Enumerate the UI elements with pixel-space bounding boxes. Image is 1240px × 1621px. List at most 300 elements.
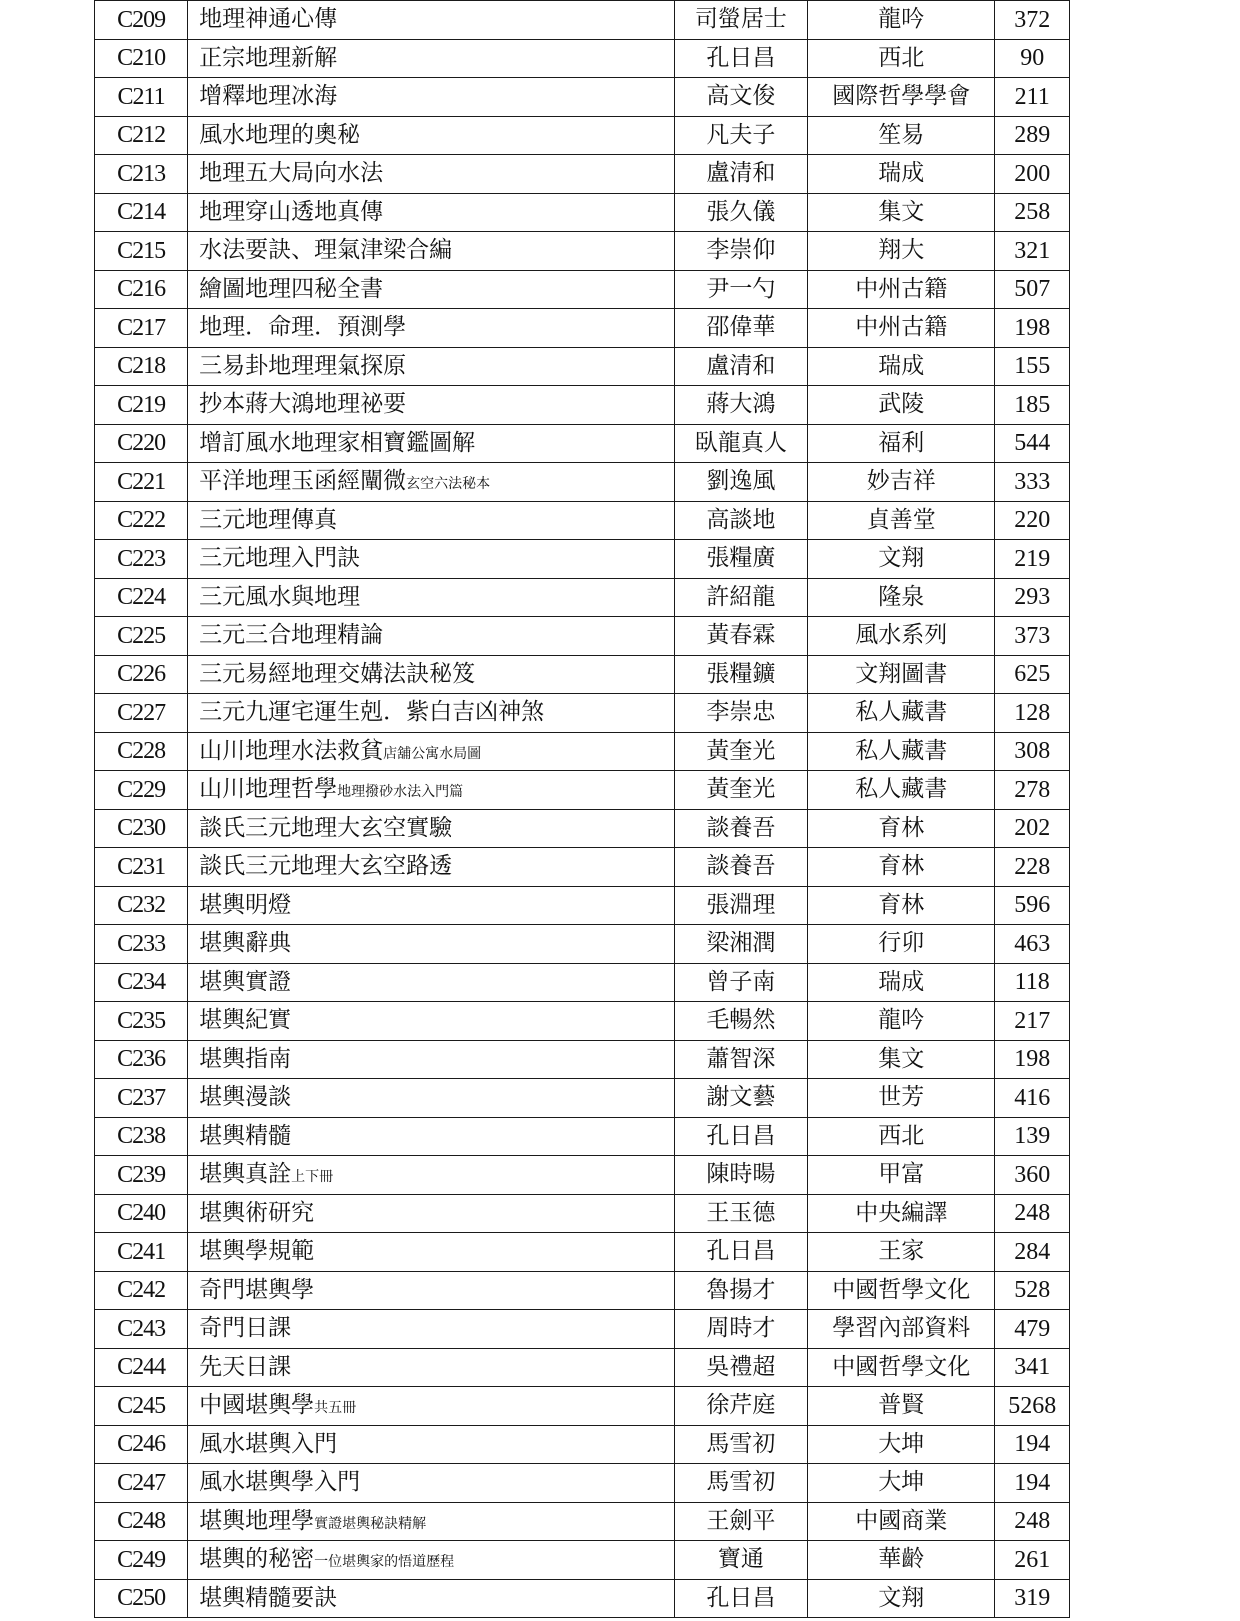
author-cell: 高談地 xyxy=(674,501,808,540)
publisher-cell: 中州古籍 xyxy=(808,270,995,309)
page-count-cell: 284 xyxy=(995,1233,1070,1272)
table-row xyxy=(95,1541,1070,1580)
book-title: 堪輿漫談 xyxy=(199,1084,292,1111)
table-row xyxy=(95,309,1070,348)
page-count-cell: 319 xyxy=(995,1579,1070,1618)
table-row xyxy=(95,1156,1070,1195)
book-title-cell xyxy=(188,886,674,925)
book-title-cell xyxy=(188,116,674,155)
book-title: 堪輿學規範 xyxy=(199,1238,315,1265)
book-title-cell xyxy=(188,1,674,40)
author-cell: 許紹龍 xyxy=(674,578,808,617)
book-title: 堪輿精髓 xyxy=(199,1122,292,1149)
book-title: 堪輿辭典 xyxy=(199,930,292,957)
table-row xyxy=(95,1425,1070,1464)
book-title: 增訂風水地理家相寶鑑圖解 xyxy=(199,429,476,456)
page-count-cell: 341 xyxy=(995,1348,1070,1387)
table-row xyxy=(95,270,1070,309)
author-cell: 黃奎光 xyxy=(674,732,808,771)
book-code-cell: C212 xyxy=(95,116,188,155)
author-cell: 寶通 xyxy=(674,1541,808,1580)
table-row xyxy=(95,1040,1070,1079)
author-cell: 孔日昌 xyxy=(674,1579,808,1618)
book-title-cell xyxy=(188,1002,674,1041)
publisher-cell: 育林 xyxy=(808,809,995,848)
book-title: 奇門堪輿學 xyxy=(199,1276,315,1303)
page-count-cell: 5268 xyxy=(995,1387,1070,1426)
page-count-cell: 211 xyxy=(995,78,1070,117)
book-code-cell: C213 xyxy=(95,155,188,194)
author-cell: 孔日昌 xyxy=(674,1117,808,1156)
table-row xyxy=(95,1002,1070,1041)
book-catalog-table xyxy=(94,0,1070,1618)
book-title: 堪輿精髓要訣 xyxy=(199,1584,338,1611)
book-title: 中國堪輿學 xyxy=(199,1392,315,1419)
author-cell: 尹一勺 xyxy=(674,270,808,309)
page-count-cell: 463 xyxy=(995,925,1070,964)
book-title: 先天日課 xyxy=(199,1353,292,1380)
book-code-cell: C235 xyxy=(95,1002,188,1041)
publisher-cell: 世芳 xyxy=(808,1079,995,1118)
book-code-cell: C241 xyxy=(95,1233,188,1272)
publisher-cell: 中央編譯 xyxy=(808,1194,995,1233)
page-count-cell: 200 xyxy=(995,155,1070,194)
publisher-cell: 育林 xyxy=(808,886,995,925)
book-code-cell: C230 xyxy=(95,809,188,848)
book-code-cell: C221 xyxy=(95,463,188,502)
table-row xyxy=(95,886,1070,925)
author-cell: 吳禮超 xyxy=(674,1348,808,1387)
publisher-cell: 瑞成 xyxy=(808,155,995,194)
book-title-cell xyxy=(188,1387,674,1426)
book-title: 三元地理入門訣 xyxy=(199,545,361,572)
publisher-cell: 中州古籍 xyxy=(808,309,995,348)
table-row xyxy=(95,1502,1070,1541)
book-title: 增釋地理冰海 xyxy=(199,83,338,110)
publisher-cell: 西北 xyxy=(808,39,995,78)
author-cell: 孔日昌 xyxy=(674,1233,808,1272)
book-title-cell xyxy=(188,193,674,232)
book-code-cell: C239 xyxy=(95,1156,188,1195)
page-count-cell: 289 xyxy=(995,116,1070,155)
table-row xyxy=(95,116,1070,155)
book-title-cell xyxy=(188,270,674,309)
page-count-cell: 202 xyxy=(995,809,1070,848)
book-title-cell xyxy=(188,386,674,425)
book-title: 三元地理傳真 xyxy=(199,506,338,533)
book-title-cell xyxy=(188,78,674,117)
table-row xyxy=(95,655,1070,694)
table-row xyxy=(95,578,1070,617)
publisher-cell: 私人藏書 xyxy=(808,732,995,771)
book-code-cell: C210 xyxy=(95,39,188,78)
page-count-cell: 293 xyxy=(995,578,1070,617)
publisher-cell: 大坤 xyxy=(808,1464,995,1503)
book-title: 談氏三元地理大玄空實驗 xyxy=(199,814,453,841)
book-title: 堪輿明燈 xyxy=(199,891,292,918)
page-count-cell: 507 xyxy=(995,270,1070,309)
page-count-cell: 194 xyxy=(995,1464,1070,1503)
book-code-cell: C250 xyxy=(95,1579,188,1618)
book-title-cell xyxy=(188,732,674,771)
book-title-cell xyxy=(188,309,674,348)
table-row xyxy=(95,1194,1070,1233)
book-title-cell xyxy=(188,1310,674,1349)
book-code-cell: C226 xyxy=(95,655,188,694)
book-code-cell: C248 xyxy=(95,1502,188,1541)
page-count-cell: 219 xyxy=(995,540,1070,579)
book-title-cell xyxy=(188,655,674,694)
publisher-cell: 中國哲學文化 xyxy=(808,1348,995,1387)
table-row xyxy=(95,424,1070,463)
author-cell: 談養吾 xyxy=(674,848,808,887)
page-count-cell: 308 xyxy=(995,732,1070,771)
publisher-cell: 學習內部資料 xyxy=(808,1310,995,1349)
book-title-cell xyxy=(188,1464,674,1503)
page-count-cell: 228 xyxy=(995,848,1070,887)
book-title-cell xyxy=(188,463,674,502)
book-title: 堪輿實證 xyxy=(199,968,292,995)
book-title: 堪輿術研究 xyxy=(199,1199,315,1226)
publisher-cell: 翔大 xyxy=(808,232,995,271)
book-title-cell xyxy=(188,155,674,194)
book-title: 風水堪輿學入門 xyxy=(199,1469,361,1496)
book-code-cell: C222 xyxy=(95,501,188,540)
book-title: 堪輿真詮 xyxy=(199,1161,292,1188)
book-title: 正宗地理新解 xyxy=(199,44,338,71)
book-subtitle: 實證堪輿秘訣精解 xyxy=(314,1515,427,1532)
book-title-cell xyxy=(188,501,674,540)
book-subtitle: 店舖公寓水局圖 xyxy=(383,745,482,762)
book-title-cell xyxy=(188,1271,674,1310)
book-code-cell: C217 xyxy=(95,309,188,348)
author-cell: 謝文藝 xyxy=(674,1079,808,1118)
table-row xyxy=(95,1079,1070,1118)
book-title: 地理．命理．預測學 xyxy=(199,314,407,341)
book-title: 談氏三元地理大玄空路透 xyxy=(199,853,453,880)
book-code-cell: C243 xyxy=(95,1310,188,1349)
book-title: 平洋地理玉函經闡微 xyxy=(199,468,407,495)
book-title: 奇門日課 xyxy=(199,1315,292,1342)
book-code-cell: C214 xyxy=(95,193,188,232)
page-count-cell: 258 xyxy=(995,193,1070,232)
book-code-cell: C232 xyxy=(95,886,188,925)
book-subtitle: 地理撥砂水法入門篇 xyxy=(337,784,464,801)
publisher-cell: 私人藏書 xyxy=(808,771,995,810)
table-row xyxy=(95,694,1070,733)
book-title: 山川地理哲學 xyxy=(199,776,338,803)
publisher-cell: 普賢 xyxy=(808,1387,995,1426)
page-count-cell: 373 xyxy=(995,617,1070,656)
page-count-cell: 479 xyxy=(995,1310,1070,1349)
author-cell: 李崇仰 xyxy=(674,232,808,271)
book-subtitle: 玄空六法秘本 xyxy=(406,476,491,493)
publisher-cell: 龍吟 xyxy=(808,1,995,40)
page-count-cell: 248 xyxy=(995,1502,1070,1541)
author-cell: 劉逸風 xyxy=(674,463,808,502)
author-cell: 司螢居士 xyxy=(674,1,808,40)
page-count-cell: 333 xyxy=(995,463,1070,502)
table-row xyxy=(95,540,1070,579)
author-cell: 李崇忠 xyxy=(674,694,808,733)
book-title-cell xyxy=(188,578,674,617)
page-count-cell: 261 xyxy=(995,1541,1070,1580)
book-code-cell: C236 xyxy=(95,1040,188,1079)
publisher-cell: 中國哲學文化 xyxy=(808,1271,995,1310)
table-row xyxy=(95,39,1070,78)
author-cell: 孔日昌 xyxy=(674,39,808,78)
author-cell: 馬雪初 xyxy=(674,1425,808,1464)
book-title: 三元九運宅運生剋．紫白吉凶神煞 xyxy=(199,699,545,726)
book-title-cell xyxy=(188,1233,674,1272)
author-cell: 盧清和 xyxy=(674,155,808,194)
publisher-cell: 甲富 xyxy=(808,1156,995,1195)
book-code-cell: C227 xyxy=(95,694,188,733)
book-code-cell: C219 xyxy=(95,386,188,425)
table-row xyxy=(95,809,1070,848)
page-count-cell: 155 xyxy=(995,347,1070,386)
author-cell: 曾子南 xyxy=(674,963,808,1002)
publisher-cell: 行卯 xyxy=(808,925,995,964)
table-row xyxy=(95,1271,1070,1310)
publisher-cell: 西北 xyxy=(808,1117,995,1156)
author-cell: 王玉德 xyxy=(674,1194,808,1233)
author-cell: 凡夫子 xyxy=(674,116,808,155)
author-cell: 王劍平 xyxy=(674,1502,808,1541)
book-title-cell xyxy=(188,809,674,848)
publisher-cell: 瑞成 xyxy=(808,963,995,1002)
page-count-cell: 321 xyxy=(995,232,1070,271)
author-cell: 陳時暘 xyxy=(674,1156,808,1195)
book-title: 三易卦地理理氣探原 xyxy=(199,352,407,379)
table-row xyxy=(95,347,1070,386)
book-title: 抄本蔣大鴻地理祕要 xyxy=(199,391,407,418)
table-row xyxy=(95,732,1070,771)
page-count-cell: 118 xyxy=(995,963,1070,1002)
table-row xyxy=(95,925,1070,964)
book-title-cell xyxy=(188,1156,674,1195)
book-code-cell: C238 xyxy=(95,1117,188,1156)
table-row xyxy=(95,463,1070,502)
book-title-cell xyxy=(188,963,674,1002)
page-count-cell: 625 xyxy=(995,655,1070,694)
book-code-cell: C244 xyxy=(95,1348,188,1387)
table-row xyxy=(95,1310,1070,1349)
book-code-cell: C234 xyxy=(95,963,188,1002)
book-title-cell xyxy=(188,232,674,271)
page-count-cell: 128 xyxy=(995,694,1070,733)
page-count-cell: 544 xyxy=(995,424,1070,463)
book-code-cell: C240 xyxy=(95,1194,188,1233)
publisher-cell: 文翔 xyxy=(808,1579,995,1618)
author-cell: 張糧廣 xyxy=(674,540,808,579)
page-count-cell: 416 xyxy=(995,1079,1070,1118)
publisher-cell: 風水系列 xyxy=(808,617,995,656)
book-title-cell xyxy=(188,347,674,386)
table-row xyxy=(95,1233,1070,1272)
book-title-cell xyxy=(188,1425,674,1464)
book-title: 風水堪輿入門 xyxy=(199,1430,338,1457)
author-cell: 蕭智深 xyxy=(674,1040,808,1079)
book-code-cell: C233 xyxy=(95,925,188,964)
page-count-cell: 90 xyxy=(995,39,1070,78)
book-title: 繪圖地理四秘全書 xyxy=(199,275,384,302)
catalog-rows xyxy=(95,1,1070,1618)
book-title-cell xyxy=(188,1579,674,1618)
page-count-cell: 248 xyxy=(995,1194,1070,1233)
book-code-cell: C228 xyxy=(95,732,188,771)
author-cell: 談養吾 xyxy=(674,809,808,848)
table-row xyxy=(95,193,1070,232)
book-code-cell: C216 xyxy=(95,270,188,309)
book-subtitle: 上下冊 xyxy=(291,1169,334,1186)
author-cell: 周時才 xyxy=(674,1310,808,1349)
author-cell: 臥龍真人 xyxy=(674,424,808,463)
book-title: 堪輿紀實 xyxy=(199,1007,292,1034)
author-cell: 梁湘潤 xyxy=(674,925,808,964)
table-row xyxy=(95,1348,1070,1387)
table-row xyxy=(95,232,1070,271)
book-title: 地理神通心傳 xyxy=(199,6,338,33)
table-row xyxy=(95,1579,1070,1618)
publisher-cell: 武陵 xyxy=(808,386,995,425)
book-title: 堪輿地理學 xyxy=(199,1507,315,1534)
author-cell: 邵偉華 xyxy=(674,309,808,348)
table-row xyxy=(95,1,1070,40)
table-row xyxy=(95,1464,1070,1503)
author-cell: 毛暢然 xyxy=(674,1002,808,1041)
book-subtitle: 一位堪輿家的悟道歷程 xyxy=(314,1554,455,1571)
book-title: 三元三合地理精論 xyxy=(199,622,384,649)
author-cell: 徐芹庭 xyxy=(674,1387,808,1426)
book-code-cell: C245 xyxy=(95,1387,188,1426)
page-count-cell: 278 xyxy=(995,771,1070,810)
book-title-cell xyxy=(188,848,674,887)
book-code-cell: C237 xyxy=(95,1079,188,1118)
book-title-cell xyxy=(188,540,674,579)
book-title-cell xyxy=(188,1194,674,1233)
table-row xyxy=(95,155,1070,194)
publisher-cell: 王家 xyxy=(808,1233,995,1272)
book-title: 堪輿指南 xyxy=(199,1045,292,1072)
book-title: 風水地理的奧秘 xyxy=(199,121,361,148)
author-cell: 高文俊 xyxy=(674,78,808,117)
publisher-cell: 瑞成 xyxy=(808,347,995,386)
publisher-cell: 文翔圖書 xyxy=(808,655,995,694)
book-title-cell xyxy=(188,1040,674,1079)
book-title: 山川地理水法救貧 xyxy=(199,737,384,764)
book-title-cell xyxy=(188,39,674,78)
book-title-cell xyxy=(188,1117,674,1156)
book-title-cell xyxy=(188,1348,674,1387)
publisher-cell: 集文 xyxy=(808,193,995,232)
publisher-cell: 私人藏書 xyxy=(808,694,995,733)
book-code-cell: C229 xyxy=(95,771,188,810)
author-cell: 魯揚才 xyxy=(674,1271,808,1310)
book-title-cell xyxy=(188,1079,674,1118)
book-code-cell: C220 xyxy=(95,424,188,463)
author-cell: 黃春霖 xyxy=(674,617,808,656)
publisher-cell: 育林 xyxy=(808,848,995,887)
publisher-cell: 妙吉祥 xyxy=(808,463,995,502)
book-title: 地理穿山透地真傳 xyxy=(199,198,384,225)
book-code-cell: C242 xyxy=(95,1271,188,1310)
author-cell: 馬雪初 xyxy=(674,1464,808,1503)
publisher-cell: 貞善堂 xyxy=(808,501,995,540)
publisher-cell: 集文 xyxy=(808,1040,995,1079)
book-title: 三元風水與地理 xyxy=(199,583,361,610)
author-cell: 蔣大鴻 xyxy=(674,386,808,425)
page-count-cell: 528 xyxy=(995,1271,1070,1310)
author-cell: 黃奎光 xyxy=(674,771,808,810)
book-subtitle: 共五冊 xyxy=(314,1400,357,1417)
table-row xyxy=(95,386,1070,425)
author-cell: 張久儀 xyxy=(674,193,808,232)
book-title: 堪輿的秘密 xyxy=(199,1546,315,1573)
book-code-cell: C223 xyxy=(95,540,188,579)
page-count-cell: 217 xyxy=(995,1002,1070,1041)
publisher-cell: 文翔 xyxy=(808,540,995,579)
table-row xyxy=(95,771,1070,810)
publisher-cell: 大坤 xyxy=(808,1425,995,1464)
table-row xyxy=(95,1387,1070,1426)
book-code-cell: C231 xyxy=(95,848,188,887)
table-row xyxy=(95,848,1070,887)
book-title: 地理五大局向水法 xyxy=(199,160,384,187)
publisher-cell: 華齡 xyxy=(808,1541,995,1580)
book-title: 三元易經地理交媾法訣秘笈 xyxy=(199,660,476,687)
book-title: 水法要訣、理氣津梁合編 xyxy=(199,237,453,264)
page-count-cell: 185 xyxy=(995,386,1070,425)
author-cell: 張淵理 xyxy=(674,886,808,925)
book-code-cell: C247 xyxy=(95,1464,188,1503)
publisher-cell: 隆泉 xyxy=(808,578,995,617)
book-title-cell xyxy=(188,1541,674,1580)
book-code-cell: C249 xyxy=(95,1541,188,1580)
page-count-cell: 198 xyxy=(995,309,1070,348)
page-count-cell: 139 xyxy=(995,1117,1070,1156)
publisher-cell: 國際哲學學會 xyxy=(808,78,995,117)
page-count-cell: 360 xyxy=(995,1156,1070,1195)
book-title-cell xyxy=(188,694,674,733)
table-row xyxy=(95,78,1070,117)
book-title-cell xyxy=(188,424,674,463)
book-code-cell: C225 xyxy=(95,617,188,656)
book-title-cell xyxy=(188,617,674,656)
table-row xyxy=(95,501,1070,540)
book-code-cell: C215 xyxy=(95,232,188,271)
publisher-cell: 福利 xyxy=(808,424,995,463)
table-row xyxy=(95,617,1070,656)
table-row xyxy=(95,963,1070,1002)
book-title-cell xyxy=(188,771,674,810)
book-code-cell: C218 xyxy=(95,347,188,386)
book-code-cell: C224 xyxy=(95,578,188,617)
page-count-cell: 220 xyxy=(995,501,1070,540)
page-count-cell: 596 xyxy=(995,886,1070,925)
book-code-cell: C246 xyxy=(95,1425,188,1464)
author-cell: 張糧鑛 xyxy=(674,655,808,694)
publisher-cell: 笙易 xyxy=(808,116,995,155)
page-count-cell: 372 xyxy=(995,1,1070,40)
book-code-cell: C209 xyxy=(95,1,188,40)
publisher-cell: 龍吟 xyxy=(808,1002,995,1041)
table-row xyxy=(95,1117,1070,1156)
book-title-cell xyxy=(188,1502,674,1541)
publisher-cell: 中國商業 xyxy=(808,1502,995,1541)
page-count-cell: 198 xyxy=(995,1040,1070,1079)
author-cell: 盧清和 xyxy=(674,347,808,386)
